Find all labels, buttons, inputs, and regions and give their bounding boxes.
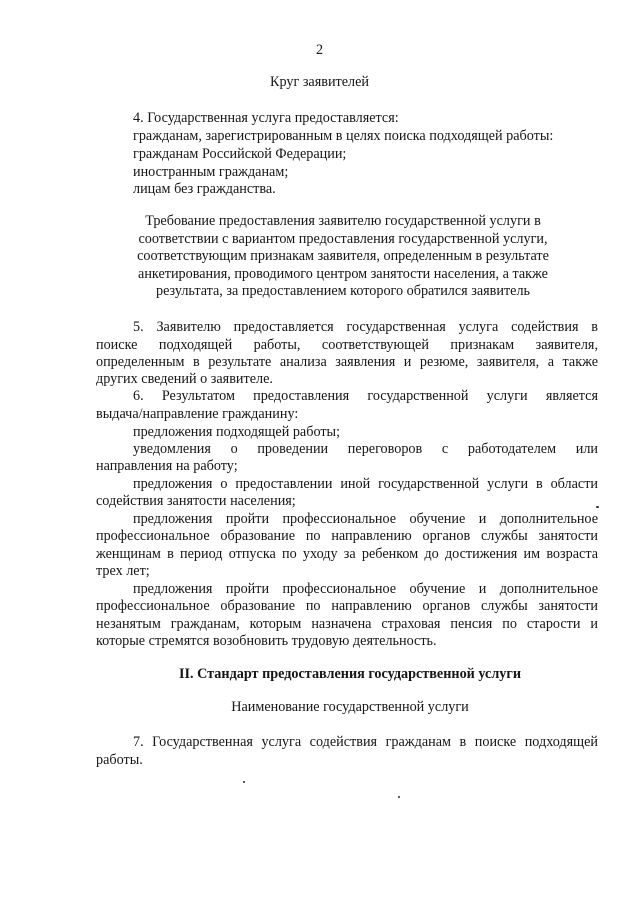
paragraph-item-6-line: профессиональное образование по направлению органов службы занятости [96, 528, 598, 544]
list-item: иностранным гражданам; [133, 164, 289, 180]
paragraph-item-6-line: предложения о предоставлении иной государственной услуги в области [133, 476, 598, 492]
list-item: лицам без гражданства. [133, 181, 276, 197]
list-item: гражданам, зарегистрированным в целях поиска подходящей работы: [133, 128, 554, 144]
list-item: гражданам Российской Федерации; [133, 146, 347, 162]
paragraph-item-6-line: уведомления о проведении переговоров с работодателем или [133, 441, 598, 457]
paragraph-item-6-line: трех лет; [96, 563, 150, 579]
section-heading-requirement-line: соответствии с вариантом предоставления государственной услуги, [138, 231, 548, 247]
paragraph-item-5-line: определенным в результате анализа заявления и резюме, заявителя, а также [96, 354, 598, 370]
paragraph-item-6-line: профессиональное образование по направлению органов службы занятости [96, 598, 598, 614]
paragraph-item-7-line: работы. [96, 752, 143, 768]
section-heading-requirement-line: соответствующим признакам заявителя, определенным в результате [137, 248, 549, 264]
section-heading-requirement-line: анкетирования, проводимого центром занятости населения, а также [138, 266, 548, 282]
section-heading-standard: II. Стандарт предоставления государственной услуги [178, 666, 522, 682]
paragraph-item-5-line: 5. Заявителю предоставляется государственная услуга содействия в [133, 319, 598, 335]
paragraph-item-7-line: 7. Государственная услуга содействия гражданам в поиске подходящей [133, 734, 598, 750]
paragraph-item-5-line: поиске подходящей работы, соответствующей признакам заявителя, [96, 337, 598, 353]
paragraph-item-4-intro: 4. Государственная услуга предоставляется: [133, 110, 399, 126]
paragraph-item-6-line: предложения пройти профессиональное обучение и дополнительное [133, 511, 598, 527]
paragraph-item-5-line: других сведений о заявителе. [96, 371, 273, 387]
paragraph-item-6-line: предложения пройти профессиональное обучение и дополнительное [133, 581, 598, 597]
page-number: 2 [315, 42, 324, 58]
section-heading-requirement-line: Требование предоставления заявителю государственной услуги в [145, 213, 541, 229]
section-subheading-service-name: Наименование государственной услуги [231, 699, 469, 715]
section-heading-requirement-line: результата, за предоставлением которого обратился заявитель [155, 283, 530, 299]
paragraph-item-6-line: предложения подходящей работы; [133, 424, 341, 440]
scan-speck [398, 796, 400, 798]
paragraph-item-6-line: незанятым гражданам, которым назначена страховая пенсия по старости и [96, 616, 598, 632]
scan-speck [596, 506, 599, 508]
scan-speck [243, 781, 245, 783]
paragraph-item-6-line: выдача/направление гражданину: [96, 406, 299, 422]
section-heading-applicants: Круг заявителей [269, 74, 369, 90]
paragraph-item-6-line: которые стремятся возобновить трудовую деятельность. [96, 633, 437, 649]
paragraph-item-6-line: направления на работу; [96, 458, 238, 474]
paragraph-item-6-line: 6. Результатом предоставления государственной услуги является [133, 388, 598, 404]
paragraph-item-6-line: содействия занятости населения; [96, 493, 296, 509]
paragraph-item-6-line: женщинам в период отпуска по уходу за ребенком до достижения им возраста [96, 546, 598, 562]
